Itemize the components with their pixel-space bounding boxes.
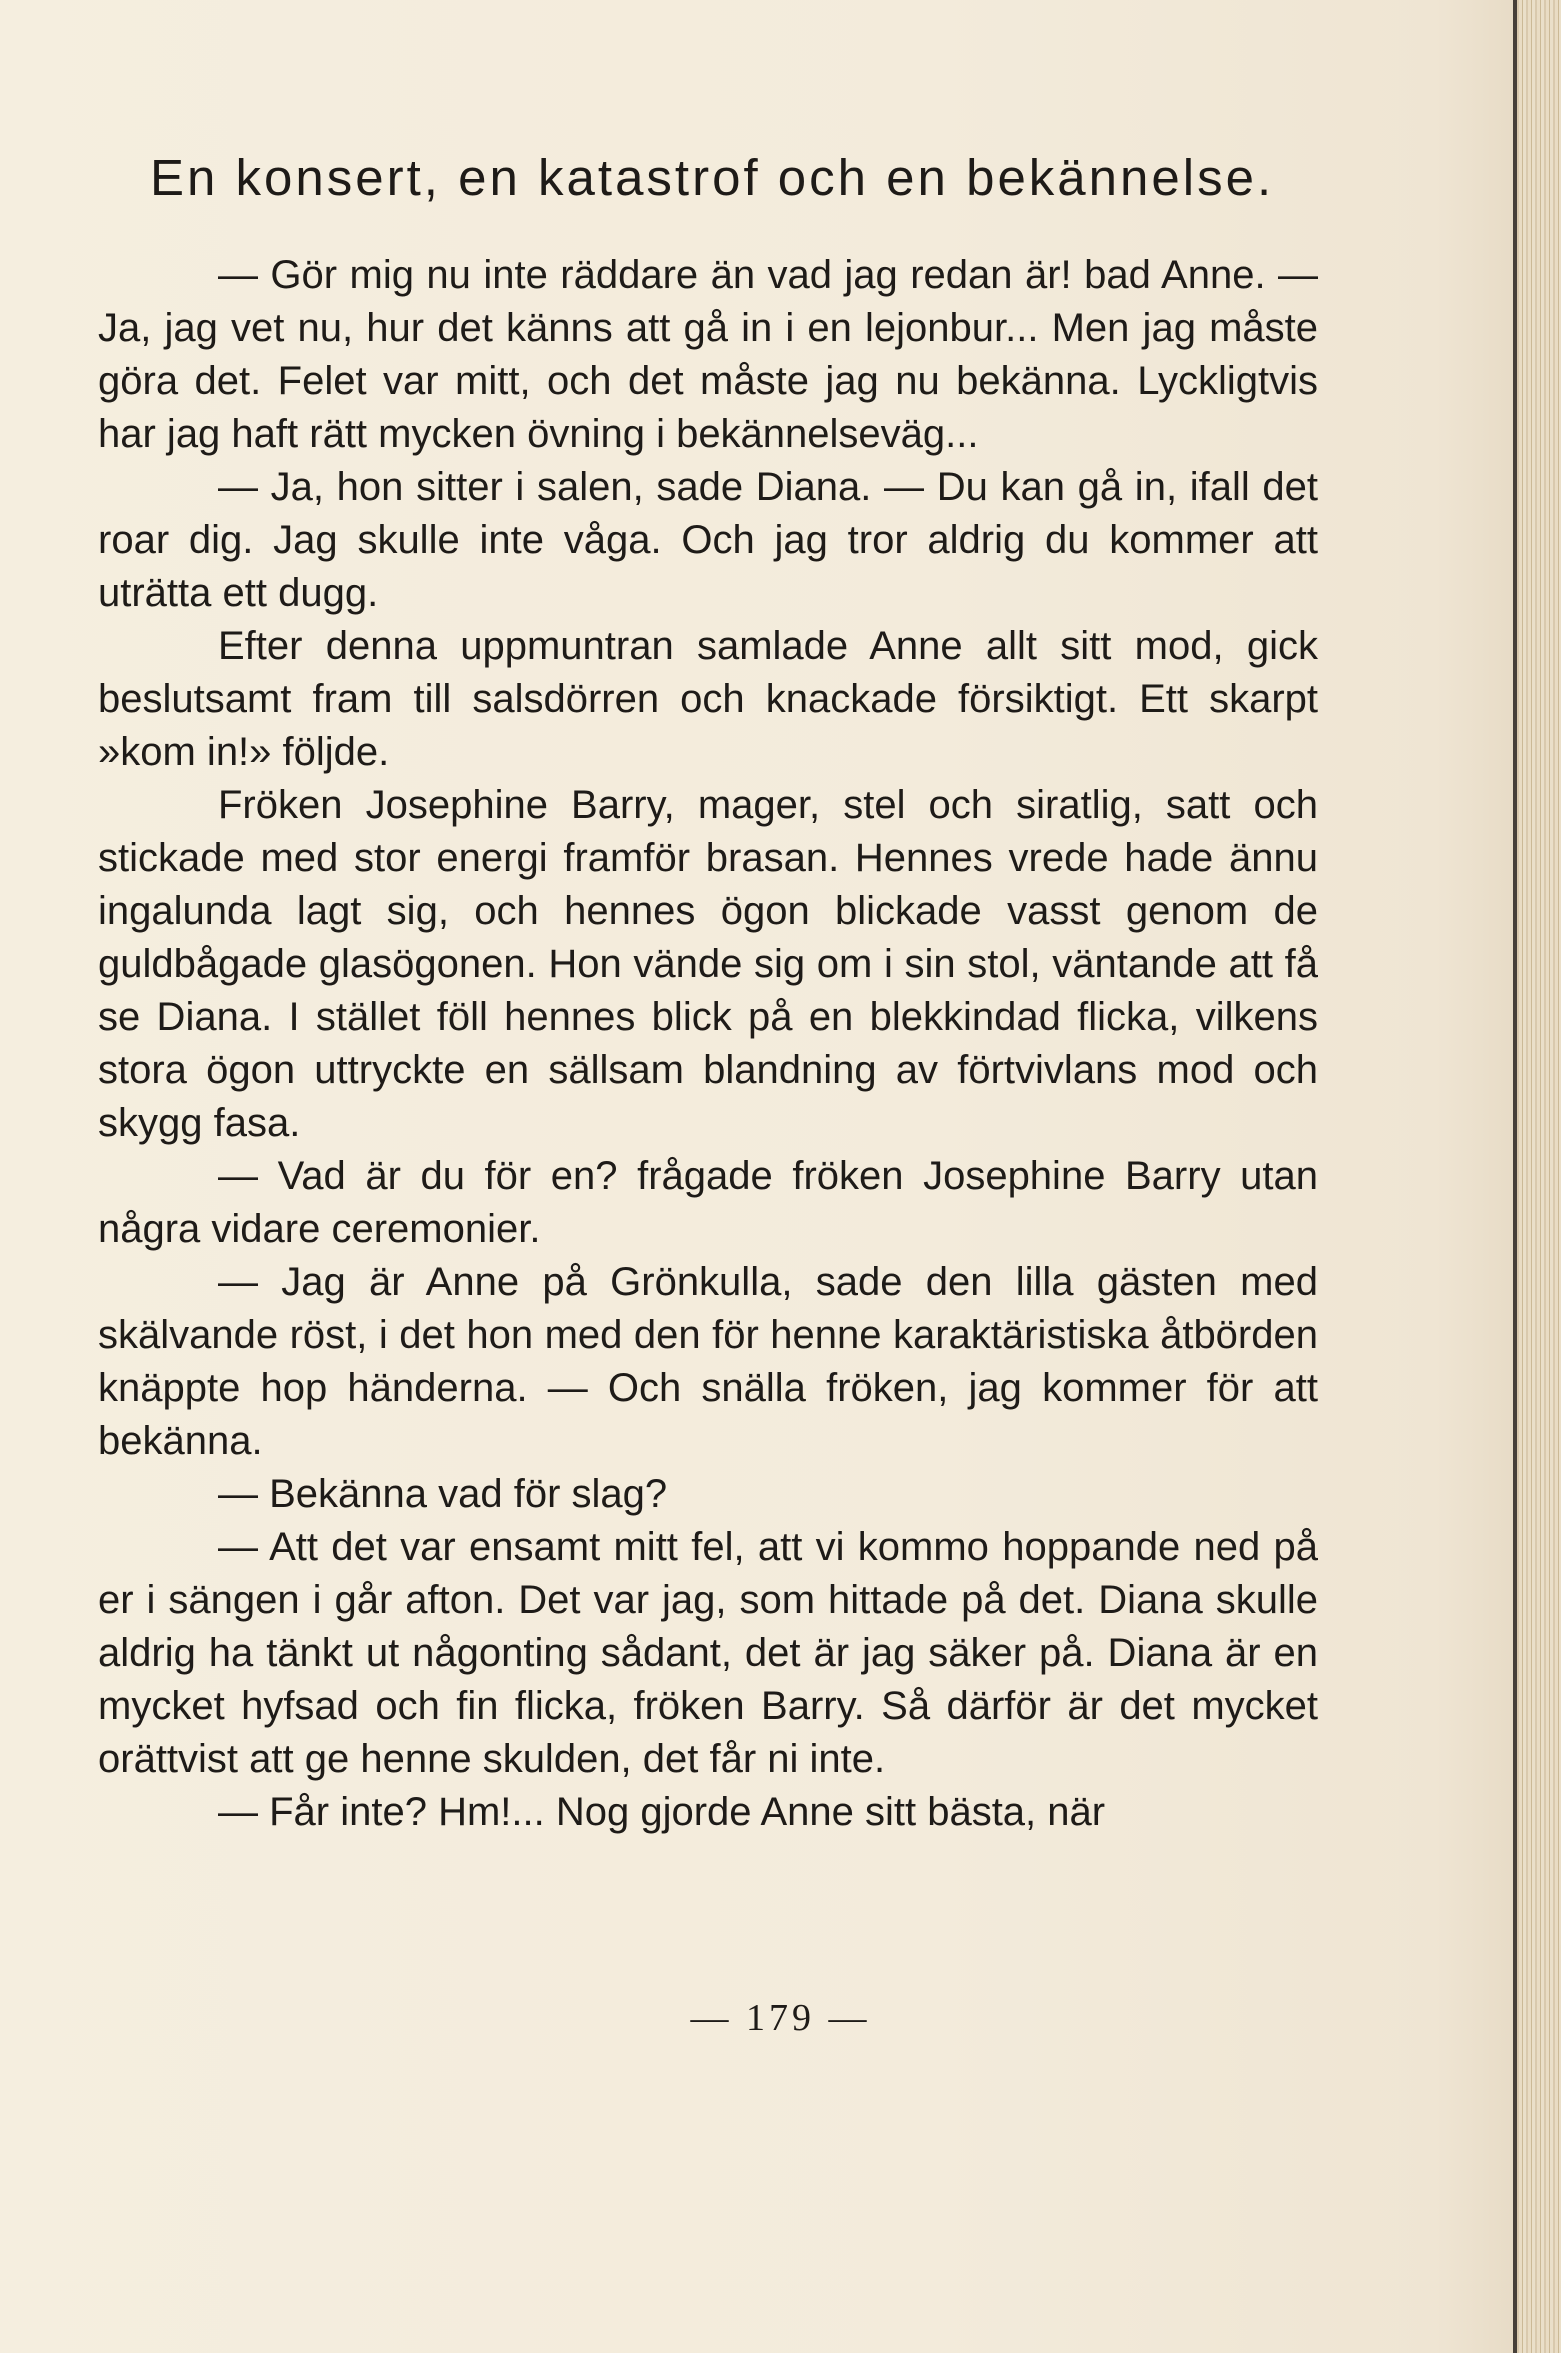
page-content <box>98 148 1318 1839</box>
paragraph: — Får inte? Hm!... Nog gjorde Anne sitt bästa, när <box>218 1790 1106 1834</box>
chapter-title: En konsert, en katastrof och en bekännelse. <box>150 149 1275 206</box>
paragraph: — Vad är du för en? frågade fröken Josephine Barry utan några vidare ceremonier. <box>98 1154 1318 1251</box>
paragraph: — Gör mig nu inte räddare än vad jag redan är! bad Anne. — Ja, jag vet nu, hur det känns att gå in i en lejonbur... Men jag måste göra det. Felet var mitt, och det måste jag nu bekänna. Lyckligtvis har jag haft rätt mycken övning i bekännelseväg... <box>98 253 1318 456</box>
paragraph: — Att det var ensamt mitt fel, att vi kommo hoppande ned på er i sängen i går afton. Det var jag, som hittade på det. Diana skulle aldrig ha tänkt ut någonting sådant, det är jag säker på. Diana är en mycket hyfsad och fin flicka, fröken Barry. Så därför är det mycket orättvist att ge henne skulden, det får ni inte. <box>98 1525 1318 1781</box>
paragraph: Efter denna uppmuntran samlade Anne allt sitt mod, gick beslutsamt fram till salsdörren och knackade försiktigt. Ett skarpt »kom in!» följde. <box>98 624 1318 774</box>
paragraph: — Ja, hon sitter i salen, sade Diana. — Du kan gå in, ifall det roar dig. Jag skulle inte våga. Och jag tror aldrig du kommer att uträtta ett dugg. <box>98 465 1318 615</box>
paragraph: — Jag är Anne på Grönkulla, sade den lilla gästen med skälvande röst, i det hon med den för henne karaktäristiska åtbörden knäppte hop händerna. — Och snälla fröken, jag kommer för att bekänna. <box>98 1260 1318 1463</box>
paragraph: Fröken Josephine Barry, mager, stel och siratlig, satt och stickade med stor energi framför brasan. Hennes vrede hade ännu ingalunda lagt sig, och hennes ögon blickade vasst genom de guldbågade glasögonen. Hon vände sig om i sin stol, väntande att få se Diana. I stället föll hennes blick på en blekkindad flicka, vilkens stora ögon uttryckte en sällsam blandning av förtvivlans mod och skygg fasa. <box>98 783 1318 1145</box>
paragraph: — Bekänna vad för slag? <box>218 1472 668 1516</box>
page-number: — 179 — <box>690 1997 871 2039</box>
